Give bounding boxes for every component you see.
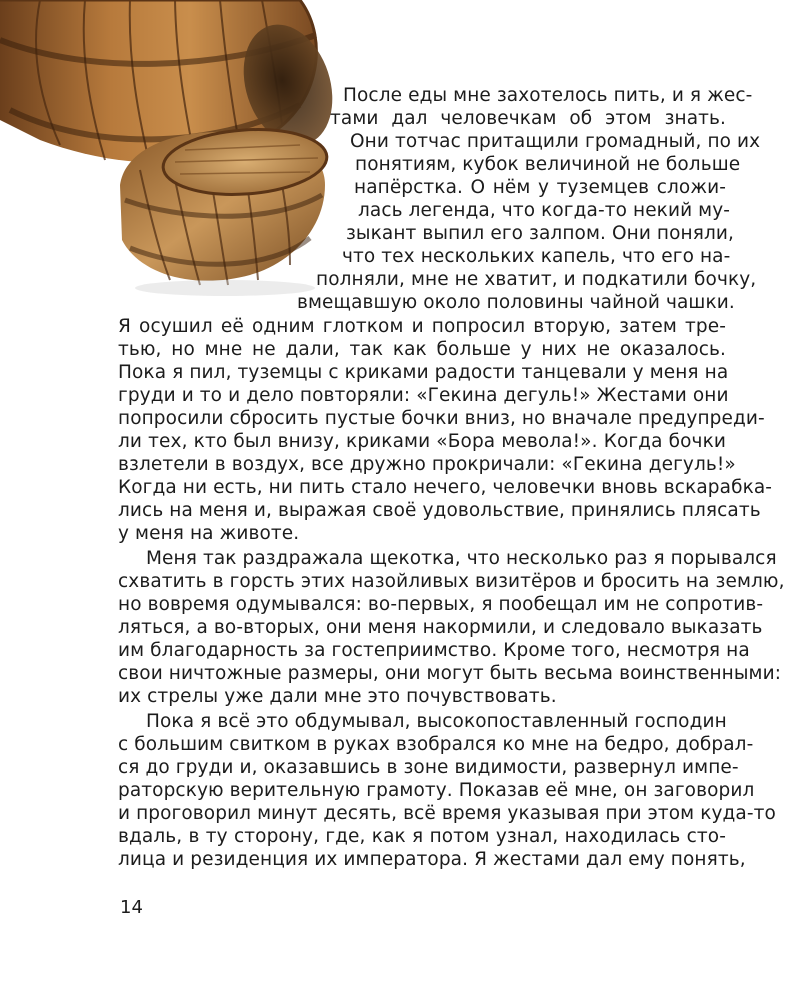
text-line: у меня на животе. xyxy=(118,523,300,544)
text-line: напёрстка. О нём у туземцев сложи- xyxy=(354,177,726,198)
text-line: После еды мне захотелось пить, и я жес- xyxy=(343,85,753,106)
text-line: взлетели в воздух, все дружно прокричали: «Гекина дегуль!» xyxy=(118,454,736,475)
text-line: что тех нескольких капель, что его на- xyxy=(342,246,731,267)
text-line: схватить в горсть этих назойливых визитёров и бросить на землю, xyxy=(118,571,785,592)
text-line: им благодарность за гостеприимство. Кроме того, несмотря на xyxy=(118,640,750,661)
text-line: Когда ни есть, ни пить стало нечего, человечки вновь вскарабка- xyxy=(118,477,773,498)
text-line: вдаль, в ту сторону, где, как я потом узнал, находилась сто- xyxy=(118,826,726,847)
text-line: Пока я всё это обдумывал, высокопоставленный господин xyxy=(146,711,727,732)
text-line: попросили сбросить пустые бочки вниз, но вначале предупреди- xyxy=(118,408,765,429)
text-line: Они тотчас притащили громадный, по их xyxy=(350,131,761,152)
text-line: и проговорил минут десять, всё время указывая при этом куда-то xyxy=(118,803,776,824)
text-line: полняли, мне не хватит, и подкатили бочку, xyxy=(316,269,757,290)
text-line: Пока я пил, туземцы с криками радости танцевали у меня на xyxy=(118,362,729,383)
text-line: тью, но мне не дали, так как больше у них не оказалось. xyxy=(118,339,726,360)
text-line: раторскую верительную грамоту. Показав её мне, он заговорил xyxy=(118,780,755,801)
page-number: 14 xyxy=(120,897,143,918)
text-line: лица и резиденция их императора. Я жестами дал ему понять, xyxy=(118,849,746,870)
text-line: ся до груди и, оказавшись в зоне видимости, развернул импе- xyxy=(118,757,739,778)
text-line: Я осушил её одним глотком и попросил вторую, затем тре- xyxy=(118,316,726,337)
text-line: вмещавшую около половины чайной чашки. xyxy=(297,292,735,313)
text-line: свои ничтожные размеры, они могут быть весьма воинственными: xyxy=(118,663,782,684)
text-line: ляться, а во-вторых, они меня накормили, и следовало выказать xyxy=(118,617,763,638)
text-line: лись на меня и, выражая своё удовольствие, принялись плясать xyxy=(118,500,761,521)
text-line: Меня так раздражала щекотка, что несколько раз я порывался xyxy=(146,548,777,569)
text-line: зыкант выпил его залпом. Они поняли, xyxy=(346,223,734,244)
text-line: с большим свитком в руках взобрался ко мне на бедро, добрал- xyxy=(118,734,754,755)
text-line: но вовремя одумывался: во-первых, я пообещал им не сопротив- xyxy=(118,594,764,615)
text-line: понятиям, кубок величиной не больше xyxy=(355,154,741,175)
text-line: их стрелы уже дали мне это почувствовать. xyxy=(118,686,557,707)
text-line: лась легенда, что когда-то некий му- xyxy=(358,200,731,221)
text-line: груди и то и дело повторяли: «Гекина дегуль!» Жестами они xyxy=(118,385,729,406)
text-line: тами дал человечкам об этом знать. xyxy=(330,108,726,129)
text-line: ли тех, кто был внизу, криками «Бора мевола!». Когда бочки xyxy=(118,431,726,452)
